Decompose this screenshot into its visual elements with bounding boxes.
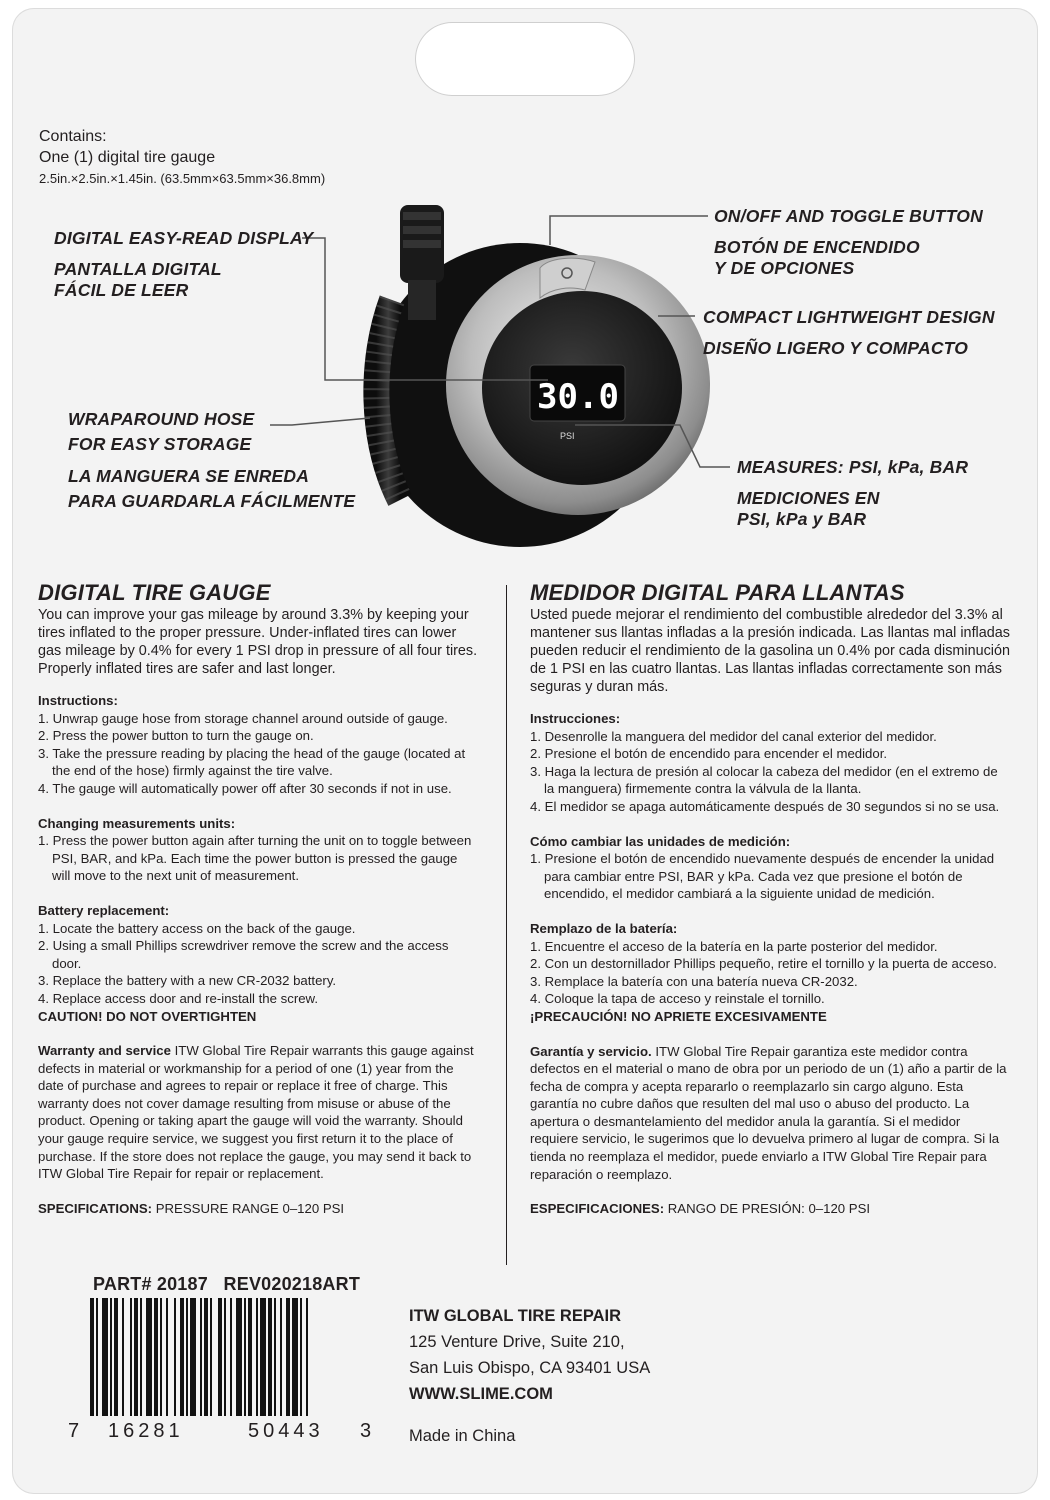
barcode-bar bbox=[166, 1298, 168, 1416]
english-warranty bbox=[38, 1042, 478, 1183]
barcode-bar bbox=[204, 1298, 208, 1416]
country-of-origin: Made in China bbox=[409, 1427, 516, 1445]
company-address-1: 125 Venture Drive, Suite 210, bbox=[409, 1333, 625, 1351]
lcd-value: 30.0 bbox=[537, 377, 619, 417]
revision-code: REV020218ART bbox=[223, 1274, 361, 1294]
part-number: PART# 20187 bbox=[93, 1274, 208, 1294]
callout-display-es2: FÁCIL DE LEER bbox=[54, 280, 189, 300]
barcode-bar bbox=[200, 1298, 202, 1416]
list-item: 2. Press the power button to turn the gauge on. bbox=[38, 728, 314, 744]
barcode-bar bbox=[256, 1298, 258, 1416]
spanish-column bbox=[530, 580, 1010, 1218]
barcode-bar bbox=[154, 1298, 158, 1416]
callout-hose bbox=[68, 407, 355, 514]
list-item: 3. Haga la lectura de presión al colocar la cabeza del medidor (en el extremo de la manguera) firmemente contra la válvula de la llanta. bbox=[530, 763, 998, 797]
barcode-bar bbox=[244, 1298, 246, 1416]
list-item: 3. Remplace la batería con una batería nueva CR-2032. bbox=[530, 973, 858, 989]
barcode-bar bbox=[190, 1298, 196, 1416]
list-item: 4. The gauge will automatically power off after 30 seconds if not in use. bbox=[38, 780, 452, 796]
list-item: 1. Encuentre el acceso de la batería en la parte posterior del medidor. bbox=[530, 938, 938, 954]
english-spec-value: PRESSURE RANGE 0–120 PSI bbox=[155, 1200, 345, 1216]
spanish-title: MEDIDOR DIGITAL PARA LLANTAS bbox=[530, 580, 905, 605]
callout-measures-es2: PSI, kPa y BAR bbox=[737, 509, 867, 529]
barcode-bar bbox=[306, 1298, 308, 1416]
callout-design bbox=[703, 307, 995, 359]
callout-measures bbox=[737, 457, 968, 530]
callout-display-en: DIGITAL EASY-READ DISPLAY bbox=[54, 228, 314, 248]
barcode-digits-left: 16281 bbox=[108, 1420, 184, 1442]
callout-design-en: COMPACT LIGHTWEIGHT DESIGN bbox=[703, 307, 995, 327]
list-item: 4. Replace access door and re-install the screw. bbox=[38, 990, 319, 1006]
barcode-bar bbox=[140, 1298, 142, 1416]
barcode-bar bbox=[292, 1298, 298, 1416]
barcode-digit-first: 7 bbox=[68, 1420, 80, 1442]
english-warranty-text: ITW Global Tire Repair warrants this gauge against defects in material or workmanship for a period of one (1) year from the date of purchase and agrees to repair or replace it free of charge. This warranty does not cover damage resulting from misuse or abuse of the product. Opening or taking apart the gauge will void the warranty. Should your gauge require service, we suggest you first return it to the place of purchase. If the store does not replace the gauge, you may send it back to ITW Global Tire Repair for repair or replacement. bbox=[38, 1043, 474, 1182]
callout-hose-es1: LA MANGUERA SE ENREDA bbox=[68, 466, 310, 486]
company-address-2: San Luis Obispo, CA 93401 USA bbox=[409, 1359, 651, 1377]
english-intro: You can improve your gas mileage by around 3.3% by keeping your tires inflated to the proper pressure. Under-inflated tires can lower gas mileage by 0.4% for every 1 PSI drop in pressure of all four tires. Properly inflated tires are safer and last longer. bbox=[38, 607, 478, 677]
spanish-warranty-heading: Garantía y servicio. bbox=[530, 1043, 652, 1059]
barcode-bar bbox=[110, 1298, 112, 1416]
barcode-bar bbox=[134, 1298, 138, 1416]
callout-measures-es1: MEDICIONES EN bbox=[737, 488, 880, 508]
spanish-warranty-text: ITW Global Tire Repair garantiza este medidor contra defectos en el material o mano de obra por un periodo de un (1) año a partir de la fecha de compra y acepta repararlo o reemplazarlo sin cargo alguno. Esta garantía no cubre daños que resulten del mal uso o abuso del producto. La apertura o desmantelamiento del medidor anula la garantía. Si el medidor requiere servicio, le sugerimos que lo devuelva primero al lugar de compra. Si la tienda no reemplaza el medidor, puede enviarlo a ITW Global Tire Repair para reparación o reemplazo. bbox=[530, 1043, 1007, 1182]
callout-hose-es2: PARA GUARDARLA FÁCILMENTE bbox=[68, 491, 356, 511]
barcode-bar bbox=[230, 1298, 232, 1416]
callout-display bbox=[54, 228, 313, 301]
barcode-bar bbox=[300, 1298, 302, 1416]
barcode-bar bbox=[114, 1298, 118, 1416]
english-spec-label: SPECIFICATIONS: bbox=[38, 1200, 153, 1216]
barcode-bar bbox=[224, 1298, 226, 1416]
callout-button-es1: BOTÓN DE ENCENDIDO bbox=[714, 237, 920, 257]
english-instructions-heading: Instructions: bbox=[38, 693, 118, 708]
list-item: 3. Take the pressure reading by placing the head of the gauge (located at the end of the hose) firmly against the tire valve. bbox=[38, 745, 466, 779]
spanish-caution: ¡PRECAUCIÓN! NO APRIETE EXCESIVAMENTE bbox=[530, 1008, 827, 1024]
barcode-bar bbox=[280, 1298, 282, 1416]
barcode-digit-last: 3 bbox=[360, 1420, 372, 1442]
spanish-warranty bbox=[530, 1043, 1010, 1184]
english-column bbox=[38, 580, 478, 1217]
callout-button-en: ON/OFF AND TOGGLE BUTTON bbox=[714, 206, 983, 226]
company-block bbox=[409, 1303, 650, 1449]
barcode-bar bbox=[146, 1298, 152, 1416]
barcode-bar bbox=[160, 1298, 162, 1416]
list-item: 1. Locate the battery access on the back of the gauge. bbox=[38, 920, 356, 936]
barcode-bar bbox=[122, 1298, 124, 1416]
barcode-bar bbox=[186, 1298, 188, 1416]
spanish-intro: Usted puede mejorar el rendimiento del combustible alrededor del 3.3% al mantener sus llantas infladas a la presión indicada. Las llantas mal infladas pueden reducir el rendimiento de la gasolina un 0.4% por cada disminución de 1 PSI en las cuatro llantas. Las llantas infladas correctamente son más seguras y duran más. bbox=[530, 607, 1010, 695]
callout-button bbox=[714, 206, 983, 279]
spanish-spec-label: ESPECIFICACIONES: bbox=[530, 1201, 665, 1217]
contents-item: One (1) digital tire gauge bbox=[39, 149, 216, 166]
spanish-units-heading: Cómo cambiar las unidades de medición: bbox=[530, 833, 791, 849]
callout-display-es1: PANTALLA DIGITAL bbox=[54, 259, 222, 279]
spanish-spec-value: RANGO DE PRESIÓN: 0–120 PSI bbox=[667, 1201, 871, 1217]
list-item: 2. Presione el botón de encendido para encender el medidor. bbox=[530, 746, 888, 762]
list-item: 1. Press the power button again after turning the unit on to toggle between PSI, BAR, and kPa. Each time the power button is pressed the gauge will move to the next unit of measurement. bbox=[38, 833, 472, 884]
column-divider bbox=[506, 585, 507, 1265]
lcd-unit: PSI bbox=[560, 431, 575, 441]
callout-button-es2: Y DE OPCIONES bbox=[714, 258, 855, 278]
barcode-bar bbox=[90, 1298, 94, 1416]
callout-hose-en2: FOR EASY STORAGE bbox=[68, 434, 252, 454]
english-warranty-heading: Warranty and service bbox=[38, 1043, 171, 1059]
barcode-bar bbox=[218, 1298, 222, 1416]
english-instructions-list bbox=[38, 710, 478, 798]
company-website[interactable]: WWW.SLIME.COM bbox=[409, 1385, 553, 1403]
contents-dimensions: 2.5in.×2.5in.×1.45in. (63.5mm×63.5mm×36.8mm) bbox=[39, 171, 326, 186]
list-item: 1. Unwrap gauge hose from storage channel around outside of gauge. bbox=[38, 710, 448, 726]
english-caution: CAUTION! DO NOT OVERTIGHTEN bbox=[38, 1008, 257, 1024]
part-number-line bbox=[93, 1274, 360, 1295]
list-item: 2. Con un destornillador Phillips pequeño, retire el tornillo y la puerta de acceso. bbox=[530, 956, 997, 972]
list-item: 1. Presione el botón de encendido nuevamente después de encender la unidad para cambiar entre PSI, BAR y kPa. Cada vez que presione el botón de encendido, el medidor cambiará a la siguiente unidad de medición. bbox=[530, 851, 995, 902]
english-specifications bbox=[38, 1200, 478, 1218]
contents-heading: Contains: bbox=[39, 128, 107, 145]
callout-measures-en: MEASURES: PSI, kPa, BAR bbox=[737, 457, 969, 477]
barcode-bar bbox=[96, 1298, 98, 1416]
list-item: 1. Desenrolle la manguera del medidor del canal exterior del medidor. bbox=[530, 728, 937, 744]
barcode-bar bbox=[210, 1298, 212, 1416]
english-battery-heading: Battery replacement: bbox=[38, 902, 170, 918]
spanish-battery-heading: Remplazo de la batería: bbox=[530, 920, 678, 936]
barcode-digits-right: 50443 bbox=[248, 1420, 324, 1442]
barcode-bar bbox=[174, 1298, 176, 1416]
spanish-specifications bbox=[530, 1200, 1010, 1218]
barcode-bar bbox=[260, 1298, 266, 1416]
barcode-bar bbox=[274, 1298, 276, 1416]
barcode-bar bbox=[286, 1298, 290, 1416]
barcode-bar bbox=[236, 1298, 242, 1416]
english-units-heading: Changing measurements units: bbox=[38, 815, 236, 831]
barcode bbox=[90, 1298, 358, 1416]
list-item: 4. El medidor se apaga automáticamente después de 30 segundos si no se usa. bbox=[530, 798, 1000, 814]
list-item: 3. Replace the battery with a new CR-2032 battery. bbox=[38, 973, 337, 989]
barcode-bar bbox=[102, 1298, 108, 1416]
barcode-bar bbox=[268, 1298, 272, 1416]
list-item: 4. Coloque la tapa de acceso y reinstale el tornillo. bbox=[530, 991, 825, 1007]
english-title: DIGITAL TIRE GAUGE bbox=[38, 580, 271, 605]
barcode-bar bbox=[130, 1298, 132, 1416]
barcode-bar bbox=[180, 1298, 184, 1416]
callout-hose-en1: WRAPAROUND HOSE bbox=[68, 409, 255, 429]
company-name: ITW GLOBAL TIRE REPAIR bbox=[409, 1307, 622, 1325]
list-item: 2. Using a small Phillips screwdriver remove the screw and the access door. bbox=[38, 938, 449, 971]
callout-design-es: DISEÑO LIGERO Y COMPACTO bbox=[703, 338, 969, 358]
spanish-instructions-heading: Instrucciones: bbox=[530, 711, 621, 726]
barcode-icon bbox=[90, 1298, 358, 1416]
barcode-bar bbox=[248, 1298, 252, 1416]
